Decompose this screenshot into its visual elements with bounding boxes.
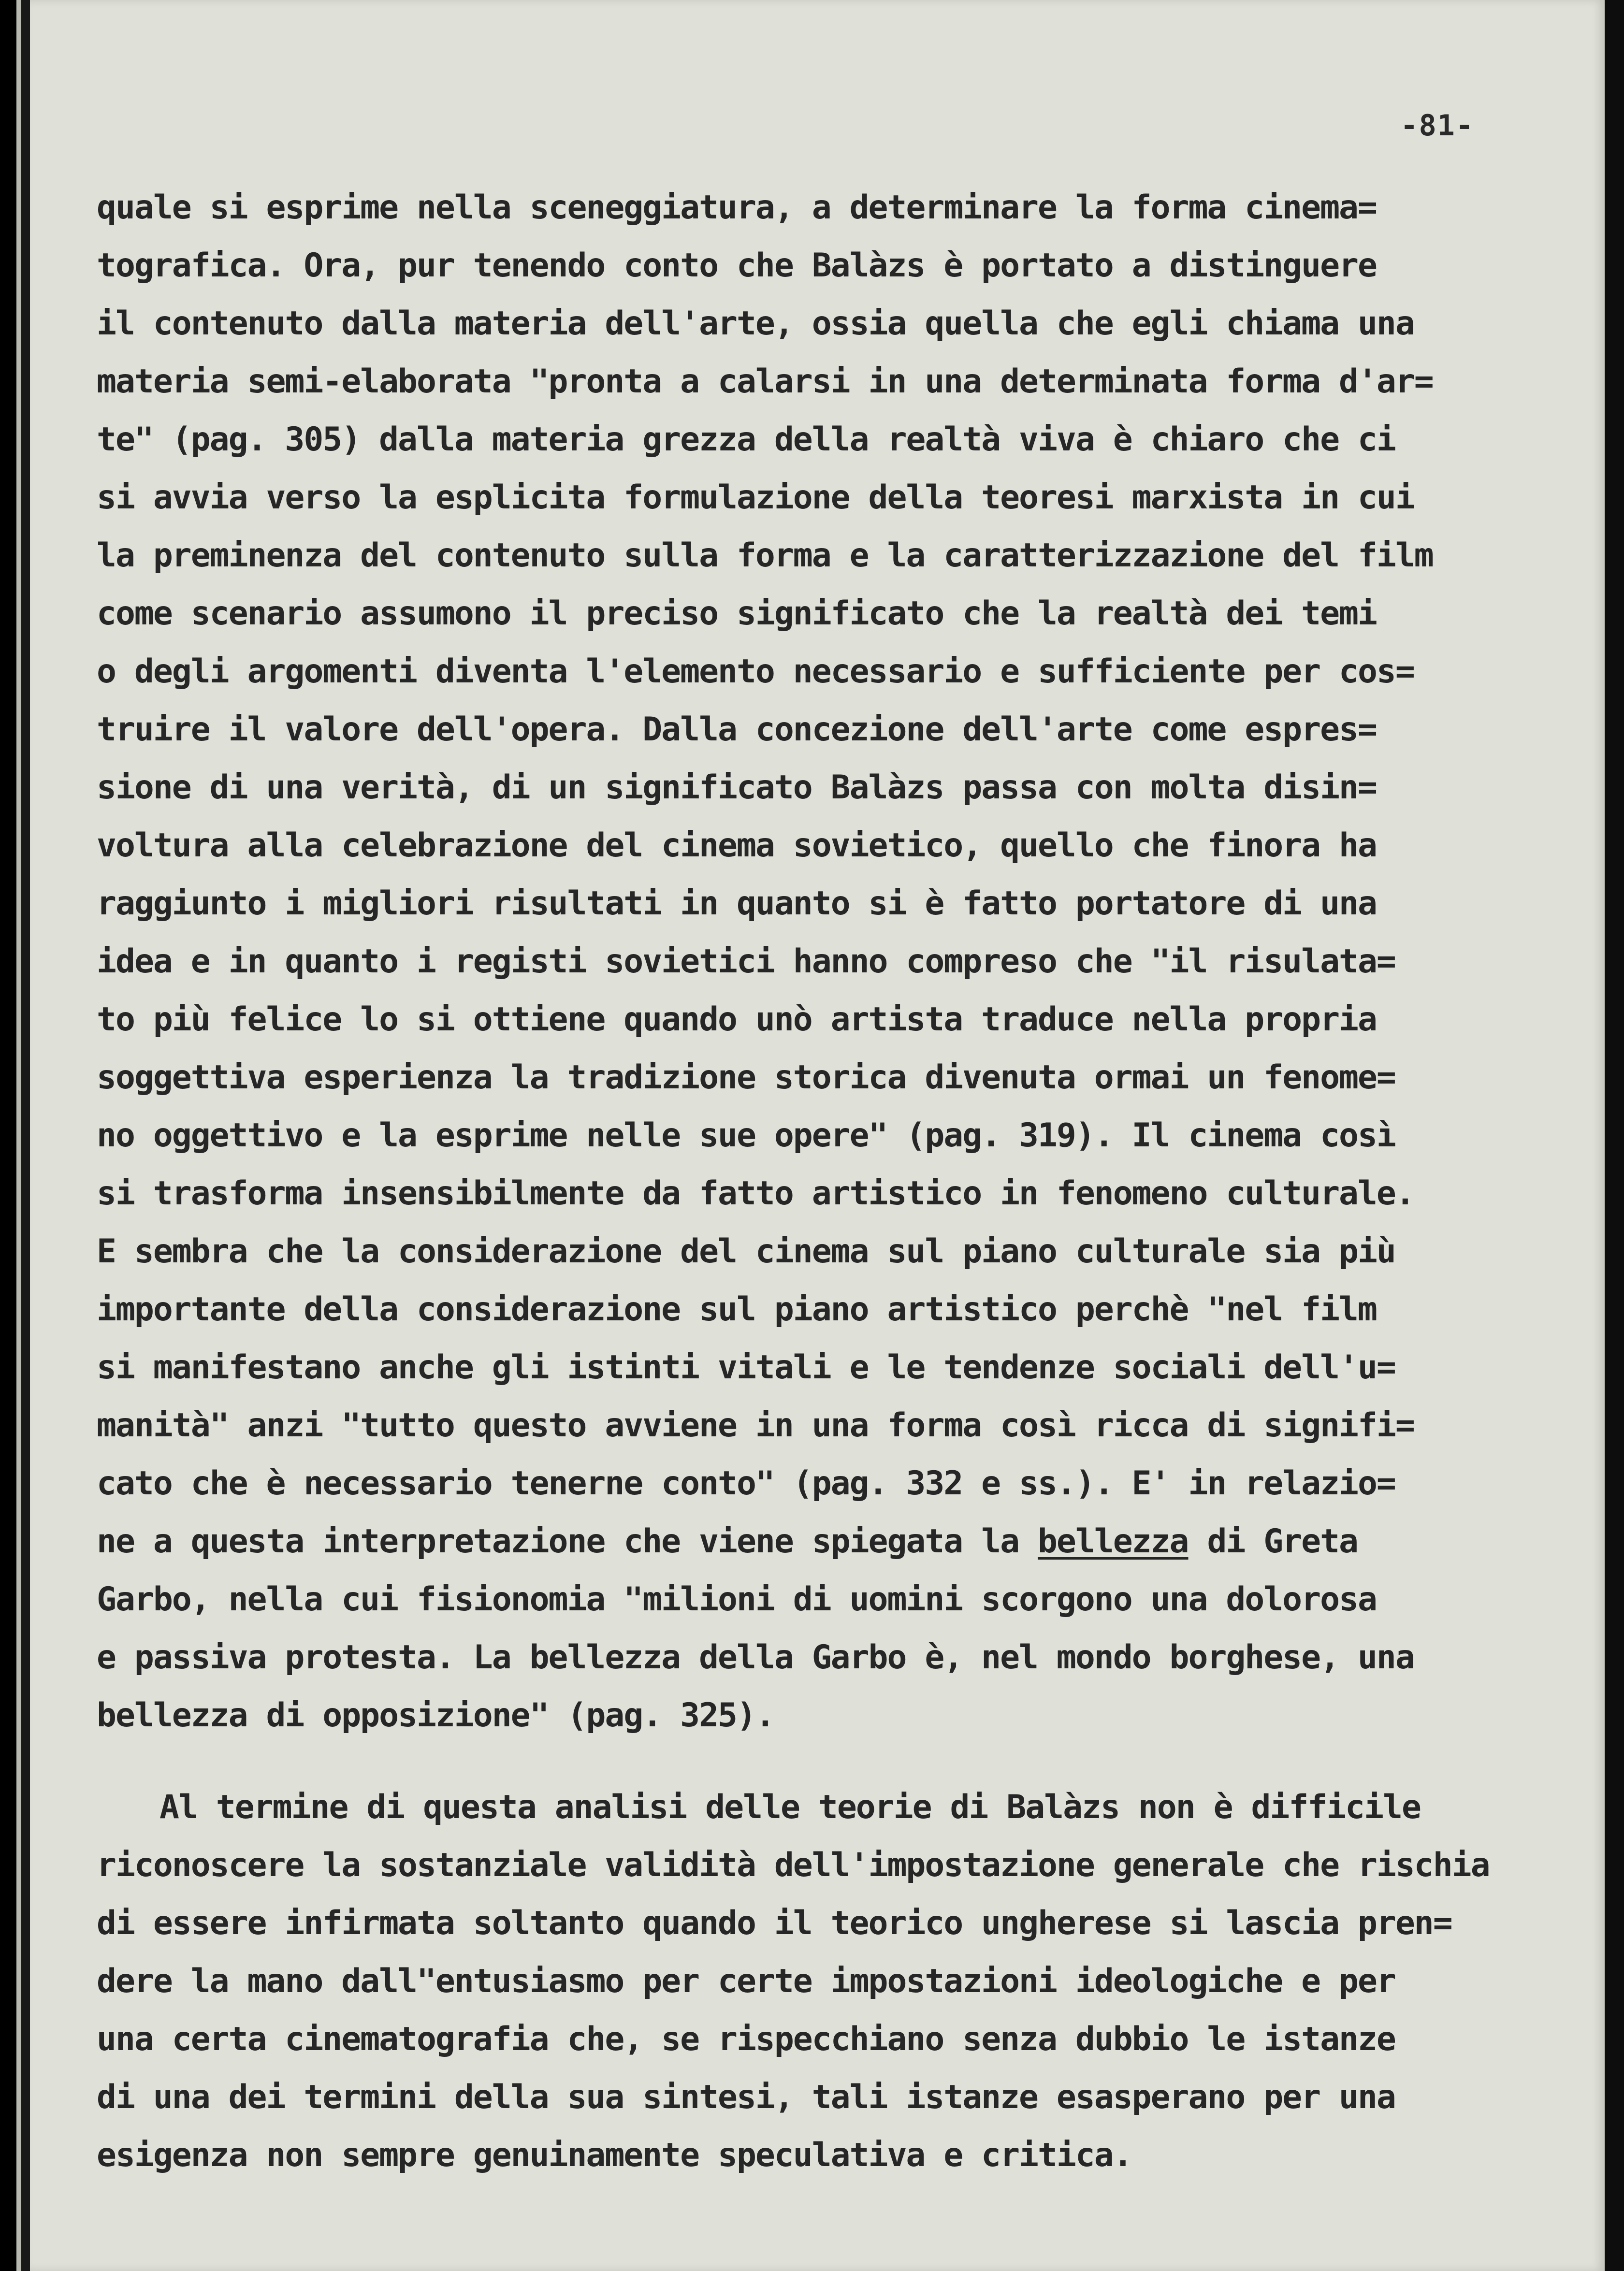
- text-line: E sembra che la considerazione del cinema sul piano culturale sia più: [97, 1232, 1395, 1271]
- page-number: -81-: [1400, 109, 1474, 143]
- text-line: idea e in quanto i registi sovietici hanno compreso che "il risulata=: [97, 942, 1395, 981]
- text-line: o degli argomenti diventa l'elemento necessario e sufficiente per cos=: [97, 652, 1414, 691]
- text-line: sione di una verità, di un significato Balàzs passa con molta disin=: [97, 768, 1377, 807]
- text-line-with-underline: [97, 1513, 1433, 1571]
- text-line: quale si esprime nella sceneggiatura, a determinare la forma cinema=: [97, 188, 1377, 227]
- underlined-word: bellezza: [1037, 1522, 1189, 1561]
- text-line: materia semi-elaborata "pronta a calarsi in una determinata forma d'ar=: [97, 362, 1433, 401]
- typewritten-page: [30, 0, 1605, 2271]
- text-segment: ne a questa interpretazione che viene spiegata la: [97, 1522, 1038, 1561]
- text-line: Garbo, nella cui fisionomia "milioni di uomini scorgono una dolorosa: [97, 1580, 1377, 1619]
- scanner-edge: [0, 0, 30, 2271]
- text-line: raggiunto i migliori risultati in quanto si è fatto portatore di una: [97, 884, 1377, 923]
- text-line: di una dei termini della sua sintesi, tali istanze esasperano per una: [97, 2078, 1395, 2116]
- text-line: il contenuto dalla materia dell'arte, ossia quella che egli chiama una: [97, 304, 1414, 343]
- text-segment: di Greta: [1188, 1522, 1358, 1561]
- text-line: riconoscere la sostanziale validità dell'impostazione generale che rischia: [97, 1846, 1490, 1884]
- text-line: bellezza di opposizione" (pag. 325).: [97, 1696, 774, 1735]
- text-line: no oggettivo e la esprime nelle sue opere" (pag. 319). Il cinema così: [97, 1116, 1395, 1155]
- text-line: truire il valore dell'opera. Dalla concezione dell'arte come espres=: [97, 710, 1377, 749]
- text-line: la preminenza del contenuto sulla forma e la caratterizzazione del film: [97, 536, 1433, 575]
- text-line: si trasforma insensibilmente da fatto artistico in fenomeno culturale.: [97, 1174, 1414, 1213]
- paragraph-1: [97, 179, 1433, 1745]
- text-line: cato che è necessario tenerne conto" (pag. 332 e ss.). E' in relazio=: [97, 1464, 1395, 1503]
- text-line: voltura alla celebrazione del cinema sovietico, quello che finora ha: [97, 826, 1377, 865]
- text-line: una certa cinematografia che, se rispecchiano senza dubbio le istanze: [97, 2020, 1395, 2058]
- text-line: si manifestano anche gli istinti vitali e le tendenze sociali dell'u=: [97, 1348, 1395, 1387]
- text-line: tografica. Ora, pur tenendo conto che Balàzs è portato a distinguere: [97, 246, 1377, 285]
- text-line: come scenario assumono il preciso significato che la realtà dei temi: [97, 594, 1377, 633]
- text-line: to più felice lo si ottiene quando unò artista traduce nella propria: [97, 1000, 1377, 1039]
- text-line: dere la mano dall"entusiasmo per certe impostazioni ideologiche e per: [97, 1962, 1395, 2000]
- text-line: manità" anzi "tutto questo avviene in una forma così ricca di signifi=: [97, 1406, 1414, 1445]
- text-line: si avvia verso la esplicita formulazione della teoresi marxista in cui: [97, 478, 1414, 517]
- text-line: Al termine di questa analisi delle teorie di Balàzs non è difficile: [160, 1788, 1421, 1826]
- text-line: te" (pag. 305) dalla materia grezza della realtà viva è chiaro che ci: [97, 420, 1395, 459]
- text-line: soggettiva esperienza la tradizione storica divenuta ormai un fenome=: [97, 1058, 1395, 1097]
- text-line: importante della considerazione sul piano artistico perchè "nel film: [97, 1290, 1377, 1329]
- text-line: di essere infirmata soltanto quando il teorico ungherese si lascia pren=: [97, 1904, 1452, 1942]
- text-line: esigenza non sempre genuinamente speculativa e critica.: [97, 2136, 1132, 2174]
- text-line: e passiva protesta. La bellezza della Garbo è, nel mondo borghese, una: [97, 1638, 1414, 1677]
- paragraph-2: [97, 1779, 1490, 2184]
